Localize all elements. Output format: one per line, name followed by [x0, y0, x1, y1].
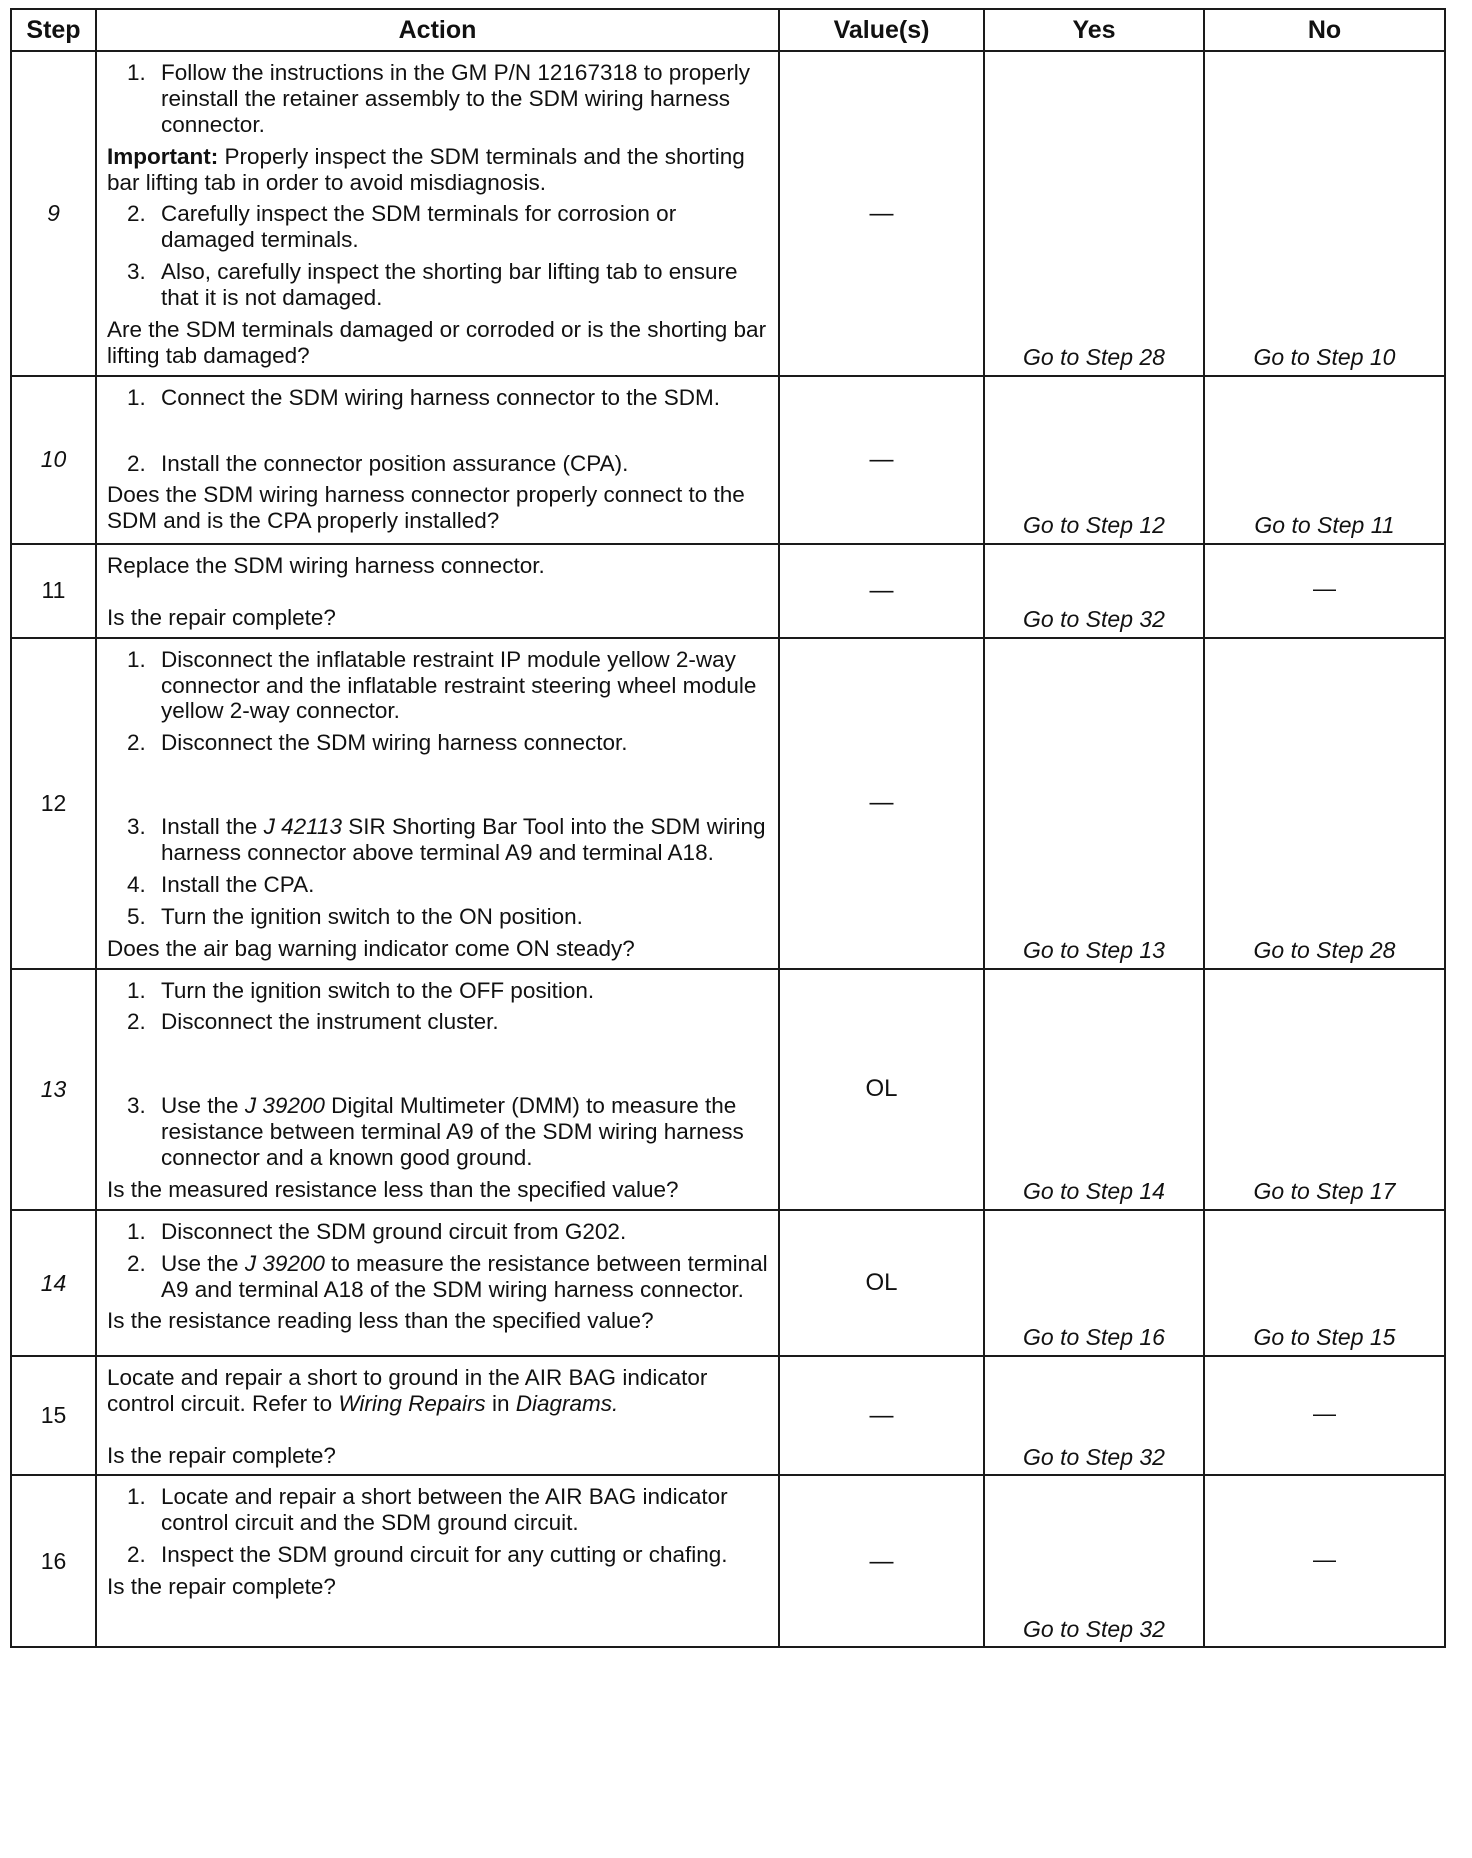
header-yes: Yes: [984, 9, 1204, 51]
tool-ref: J 42113: [263, 814, 342, 840]
list-item: 2. Inspect the SDM ground circuit for any cutting or chafing.: [127, 1542, 728, 1568]
action-cell: [96, 969, 779, 1210]
step-number: 15: [11, 1356, 96, 1476]
value-cell: —: [779, 376, 984, 544]
yes-link[interactable]: Go to Step 32: [984, 1475, 1204, 1647]
step-number: 9: [11, 51, 96, 376]
value-cell: —: [779, 544, 984, 638]
question-text: Is the repair complete?: [107, 1574, 336, 1599]
question-text: Is the resistance reading less than the specified value?: [107, 1308, 654, 1334]
header-step: Step: [11, 9, 96, 51]
action-cell: [96, 376, 779, 544]
yes-link[interactable]: Go to Step 13: [984, 638, 1204, 969]
wiring-repairs-ref: Wiring Repairs: [338, 1390, 486, 1416]
question-text: Is the measured resistance less than the specified value?: [107, 1176, 679, 1202]
list-item: 1. Turn the ignition switch to the OFF position.: [127, 977, 595, 1003]
tool-ref: J 39200: [244, 1250, 325, 1276]
diagnostic-table: [10, 8, 1444, 1648]
action-cell: [96, 51, 779, 376]
table-row-step-9: [11, 51, 1445, 376]
value-cell: —: [779, 1356, 984, 1476]
action-text: Replace the SDM wiring harness connector.: [107, 552, 545, 578]
value-cell: —: [779, 51, 984, 376]
no-link[interactable]: Go to Step 28: [1204, 638, 1445, 969]
list-item: 1. Follow the instructions in the GM P/N 12167318 to properly reinstall the retainer assembly to the SDM wiring harness connector.: [127, 60, 751, 137]
table-row-step-13: [11, 969, 1445, 1210]
list-item: 2. Install the connector position assurance (CPA).: [127, 450, 629, 476]
question-text: Are the SDM terminals damaged or corroded or is the shorting bar lifting tab damaged?: [107, 316, 767, 368]
yes-link[interactable]: Go to Step 16: [984, 1210, 1204, 1356]
yes-link[interactable]: Go to Step 32: [984, 544, 1204, 638]
yes-link[interactable]: Go to Step 12: [984, 376, 1204, 544]
diagrams-ref: Diagrams.: [515, 1390, 619, 1416]
no-value: —: [1204, 544, 1445, 638]
header-action: Action: [96, 9, 779, 51]
action-cell: [96, 638, 779, 969]
action-text: Locate and repair a short to ground in the AIR BAG indicator control circuit. Refer to Wiring Repairs in Diagrams.: [107, 1364, 708, 1416]
step-number: 11: [11, 544, 96, 638]
question-text: Does the air bag warning indicator come ON steady?: [107, 935, 635, 961]
step-number: 13: [11, 969, 96, 1210]
table-row-step-14: [11, 1210, 1445, 1356]
no-link[interactable]: Go to Step 17: [1204, 969, 1445, 1210]
list-item: 3. Also, carefully inspect the shorting bar lifting tab to ensure that it is not damaged.: [127, 259, 738, 310]
action-cell: [96, 1356, 779, 1476]
yes-link[interactable]: Go to Step 28: [984, 51, 1204, 376]
list-item: 2. Carefully inspect the SDM terminals for corrosion or damaged terminals.: [127, 201, 677, 253]
no-link[interactable]: Go to Step 15: [1204, 1210, 1445, 1356]
step-number: 10: [11, 376, 96, 544]
step-number: 12: [11, 638, 96, 969]
no-value: —: [1204, 1475, 1445, 1647]
header-no: No: [1204, 9, 1445, 51]
tool-ref: J 39200: [244, 1093, 325, 1119]
no-value: —: [1204, 1356, 1445, 1476]
table-row-step-10: [11, 376, 1445, 544]
table-row-step-16: [11, 1475, 1445, 1647]
step-table: [10, 8, 1446, 1648]
list-item: 4. Install the CPA.: [127, 871, 315, 897]
value-cell: OL: [779, 969, 984, 1210]
list-item: 2. Disconnect the SDM wiring harness connector.: [127, 730, 628, 756]
important-note: Important: Properly inspect the SDM terminals and the shorting bar lifting tab in order to avoid misdiagnosis.: [107, 143, 745, 195]
value-cell: —: [779, 638, 984, 969]
table-row-step-11: [11, 544, 1445, 638]
yes-link[interactable]: Go to Step 14: [984, 969, 1204, 1210]
list-item: 1. Locate and repair a short between the AIR BAG indicator control circuit and the SDM ground circuit.: [127, 1484, 728, 1536]
list-item: 5. Turn the ignition switch to the ON position.: [127, 903, 583, 929]
list-item: 2. Disconnect the instrument cluster.: [127, 1009, 499, 1035]
action-cell: [96, 1475, 779, 1647]
header-row: [11, 9, 1445, 51]
no-link[interactable]: Go to Step 10: [1204, 51, 1445, 376]
action-cell: [96, 1210, 779, 1356]
header-values: Value(s): [779, 9, 984, 51]
value-cell: —: [779, 1475, 984, 1647]
list-item: 1. Disconnect the SDM ground circuit from G202.: [127, 1218, 627, 1244]
step-number: 14: [11, 1210, 96, 1356]
list-item: 3. Install the J 42113 SIR Shorting Bar Tool into the SDM wiring harness connector above terminal A9 and terminal A18.: [127, 814, 766, 865]
table-row-step-12: [11, 638, 1445, 969]
action-cell: [96, 544, 779, 638]
question-text: Is the repair complete?: [107, 1442, 336, 1468]
question-text: Is the repair complete?: [107, 604, 336, 630]
step-number: 16: [11, 1475, 96, 1647]
no-link[interactable]: Go to Step 11: [1204, 376, 1445, 544]
list-item: 3. Use the J 39200 Digital Multimeter (DMM) to measure the resistance between terminal A9 of the SDM wiring harness connector and a known good ground.: [127, 1093, 744, 1170]
list-item: 1. Connect the SDM wiring harness connector to the SDM.: [127, 384, 721, 410]
table-row-step-15: [11, 1356, 1445, 1476]
value-cell: OL: [779, 1210, 984, 1356]
list-item: 2. Use the J 39200 to measure the resistance between terminal A9 and terminal A18 of the SDM wiring harness connector.: [127, 1250, 768, 1302]
list-item: 1. Disconnect the inflatable restraint IP module yellow 2-way connector and the inflatable restraint steering wheel module yellow 2-way connector.: [127, 646, 757, 724]
question-text: Does the SDM wiring harness connector properly connect to the SDM and is the CPA properly installed?: [107, 482, 745, 534]
yes-link[interactable]: Go to Step 32: [984, 1356, 1204, 1476]
